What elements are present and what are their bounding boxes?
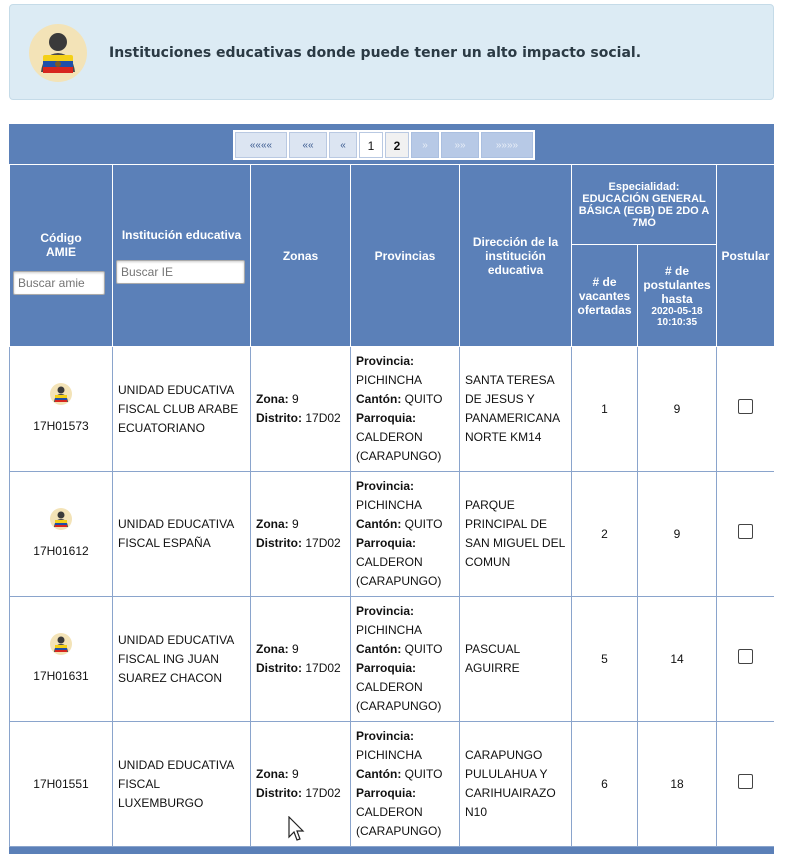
- col-header-direccion: Dirección de la institución educativa: [460, 165, 572, 347]
- distrito-label: Distrito:: [256, 661, 302, 675]
- pagination: [233, 130, 535, 160]
- cell-provincias: [351, 347, 460, 472]
- col-header-zonas: Zonas: [251, 165, 351, 347]
- search-ie-input[interactable]: [116, 260, 245, 284]
- first-page-button[interactable]: ««««: [235, 132, 287, 158]
- cell-zonas: [251, 347, 351, 472]
- zona-label: Zona:: [256, 642, 289, 656]
- codigo-amie: 17H01573: [33, 418, 89, 433]
- cell-vacantes: 6: [572, 722, 638, 847]
- col-header-postular: Postular: [717, 165, 774, 347]
- canton-label: Cantón:: [356, 392, 402, 406]
- table-row: [10, 472, 775, 597]
- student-reading-icon: [50, 383, 72, 405]
- distrito-value: 17D02: [305, 536, 341, 550]
- table-row: [10, 722, 775, 847]
- cell-direccion: CARAPUNGO PULULAHUA Y CARIHUAIRAZO N10: [460, 722, 572, 847]
- provincia-value: PICHINCHA: [356, 373, 423, 387]
- cell-vacantes: 2: [572, 472, 638, 597]
- parroquia-label: Parroquia:: [356, 411, 417, 425]
- canton-label: Cantón:: [356, 767, 402, 781]
- pagination-bar: [9, 124, 774, 164]
- provincia-value: PICHINCHA: [356, 498, 423, 512]
- back-many-button[interactable]: ««: [289, 132, 327, 158]
- student-reading-icon: [50, 508, 72, 530]
- provincia-value: PICHINCHA: [356, 748, 423, 762]
- zona-value: 9: [292, 517, 299, 531]
- cell-postular: [717, 722, 774, 847]
- postular-checkbox[interactable]: [738, 774, 753, 789]
- institutions-table: [9, 164, 774, 847]
- cell-institucion: UNIDAD EDUCATIVA FISCAL ING JUAN SUAREZ CHACON: [113, 597, 251, 722]
- last-page-button[interactable]: »»»»: [481, 132, 533, 158]
- info-banner: [9, 4, 774, 100]
- parroquia-label: Parroquia:: [356, 661, 417, 675]
- cell-institucion: UNIDAD EDUCATIVA FISCAL LUXEMBURGO: [113, 722, 251, 847]
- page-2-button[interactable]: 2: [385, 132, 409, 158]
- cell-vacantes: 5: [572, 597, 638, 722]
- page-1-button[interactable]: 1: [359, 132, 383, 158]
- postular-checkbox[interactable]: [738, 524, 753, 539]
- cell-institucion: UNIDAD EDUCATIVA FISCAL ESPAÑA: [113, 472, 251, 597]
- cell-codigo: [10, 597, 113, 722]
- cell-codigo: [10, 347, 113, 472]
- table-body: [10, 347, 775, 847]
- zona-value: 9: [292, 767, 299, 781]
- provincia-label: Provincia:: [356, 354, 415, 368]
- distrito-value: 17D02: [305, 786, 341, 800]
- student-reading-ecuador-flag-icon: [29, 24, 87, 82]
- provincia-label: Provincia:: [356, 604, 415, 618]
- table-row: [10, 597, 775, 722]
- col-header-postulantes: [638, 245, 717, 347]
- cell-vacantes: 1: [572, 347, 638, 472]
- parroquia-value: CALDERON (CARAPUNGO): [356, 430, 442, 463]
- cell-postulantes: 14: [638, 597, 717, 722]
- col-header-provincias: Provincias: [351, 165, 460, 347]
- provincia-label: Provincia:: [356, 479, 415, 493]
- cell-provincias: [351, 472, 460, 597]
- canton-label: Cantón:: [356, 642, 402, 656]
- cell-codigo: [10, 472, 113, 597]
- cell-postular: [717, 472, 774, 597]
- cell-postulantes: 9: [638, 347, 717, 472]
- distrito-value: 17D02: [305, 661, 341, 675]
- col-header-postulantes-label: # de postulantes hasta: [643, 263, 711, 306]
- col-header-institucion: [113, 165, 251, 347]
- cell-postular: [717, 347, 774, 472]
- postular-checkbox[interactable]: [738, 399, 753, 414]
- canton-value: QUITO: [404, 517, 443, 531]
- distrito-label: Distrito:: [256, 411, 302, 425]
- col-header-vacantes: # de vacantes ofertadas: [572, 245, 638, 347]
- distrito-label: Distrito:: [256, 536, 302, 550]
- col-header-codigo: [10, 165, 113, 347]
- codigo-amie: 17H01631: [33, 668, 89, 683]
- zona-label: Zona:: [256, 767, 289, 781]
- cell-postular: [717, 597, 774, 722]
- cell-direccion: SANTA TERESA DE JESUS Y PANAMERICANA NORTE KM14: [460, 347, 572, 472]
- distrito-value: 17D02: [305, 411, 341, 425]
- mouse-pointer-icon: [287, 816, 305, 842]
- canton-label: Cantón:: [356, 517, 402, 531]
- provincia-label: Provincia:: [356, 729, 415, 743]
- parroquia-label: Parroquia:: [356, 536, 417, 550]
- postular-checkbox[interactable]: [738, 649, 753, 664]
- cell-institucion: UNIDAD EDUCATIVA FISCAL CLUB ARABE ECUATORIANO: [113, 347, 251, 472]
- canton-value: QUITO: [404, 767, 443, 781]
- col-header-institucion-label: Institución educativa: [121, 227, 242, 242]
- student-reading-icon: [50, 633, 72, 655]
- cell-zonas: [251, 472, 351, 597]
- parroquia-value: CALDERON (CARAPUNGO): [356, 555, 442, 588]
- cell-codigo: [10, 722, 113, 847]
- zona-value: 9: [292, 392, 299, 406]
- parroquia-value: CALDERON (CARAPUNGO): [356, 680, 442, 713]
- zona-label: Zona:: [256, 517, 289, 531]
- canton-value: QUITO: [404, 392, 443, 406]
- col-header-postulantes-date: 2020-05-18 10:10:35: [651, 305, 703, 328]
- parroquia-label: Parroquia:: [356, 786, 417, 800]
- institutions-table-panel: [9, 124, 774, 854]
- cell-postulantes: 18: [638, 722, 717, 847]
- canton-value: QUITO: [404, 642, 443, 656]
- cell-zonas: [251, 597, 351, 722]
- provincia-value: PICHINCHA: [356, 623, 423, 637]
- parroquia-value: CALDERON (CARAPUNGO): [356, 805, 442, 838]
- cell-provincias: [351, 597, 460, 722]
- cell-provincias: [351, 722, 460, 847]
- col-header-codigo-label: Código AMIE: [40, 230, 82, 259]
- prev-page-button[interactable]: «: [329, 132, 357, 158]
- forward-many-button[interactable]: »»: [441, 132, 479, 158]
- distrito-label: Distrito:: [256, 786, 302, 800]
- codigo-amie: 17H01612: [33, 543, 89, 558]
- banner-title: Instituciones educativas donde puede tener un alto impacto social.: [109, 45, 642, 61]
- cell-postulantes: 9: [638, 472, 717, 597]
- cell-direccion: PARQUE PRINCIPAL DE SAN MIGUEL DEL COMUN: [460, 472, 572, 597]
- search-amie-input[interactable]: [13, 271, 105, 295]
- cell-direccion: PASCUAL AGUIRRE: [460, 597, 572, 722]
- col-header-especialidad: Especialidad: EDUCACIÓN GENERAL BÁSICA (EGB) DE 2DO A 7MO: [572, 165, 717, 245]
- next-page-button[interactable]: »: [411, 132, 439, 158]
- codigo-amie: 17H01551: [33, 776, 89, 791]
- zona-label: Zona:: [256, 392, 289, 406]
- table-row: [10, 347, 775, 472]
- zona-value: 9: [292, 642, 299, 656]
